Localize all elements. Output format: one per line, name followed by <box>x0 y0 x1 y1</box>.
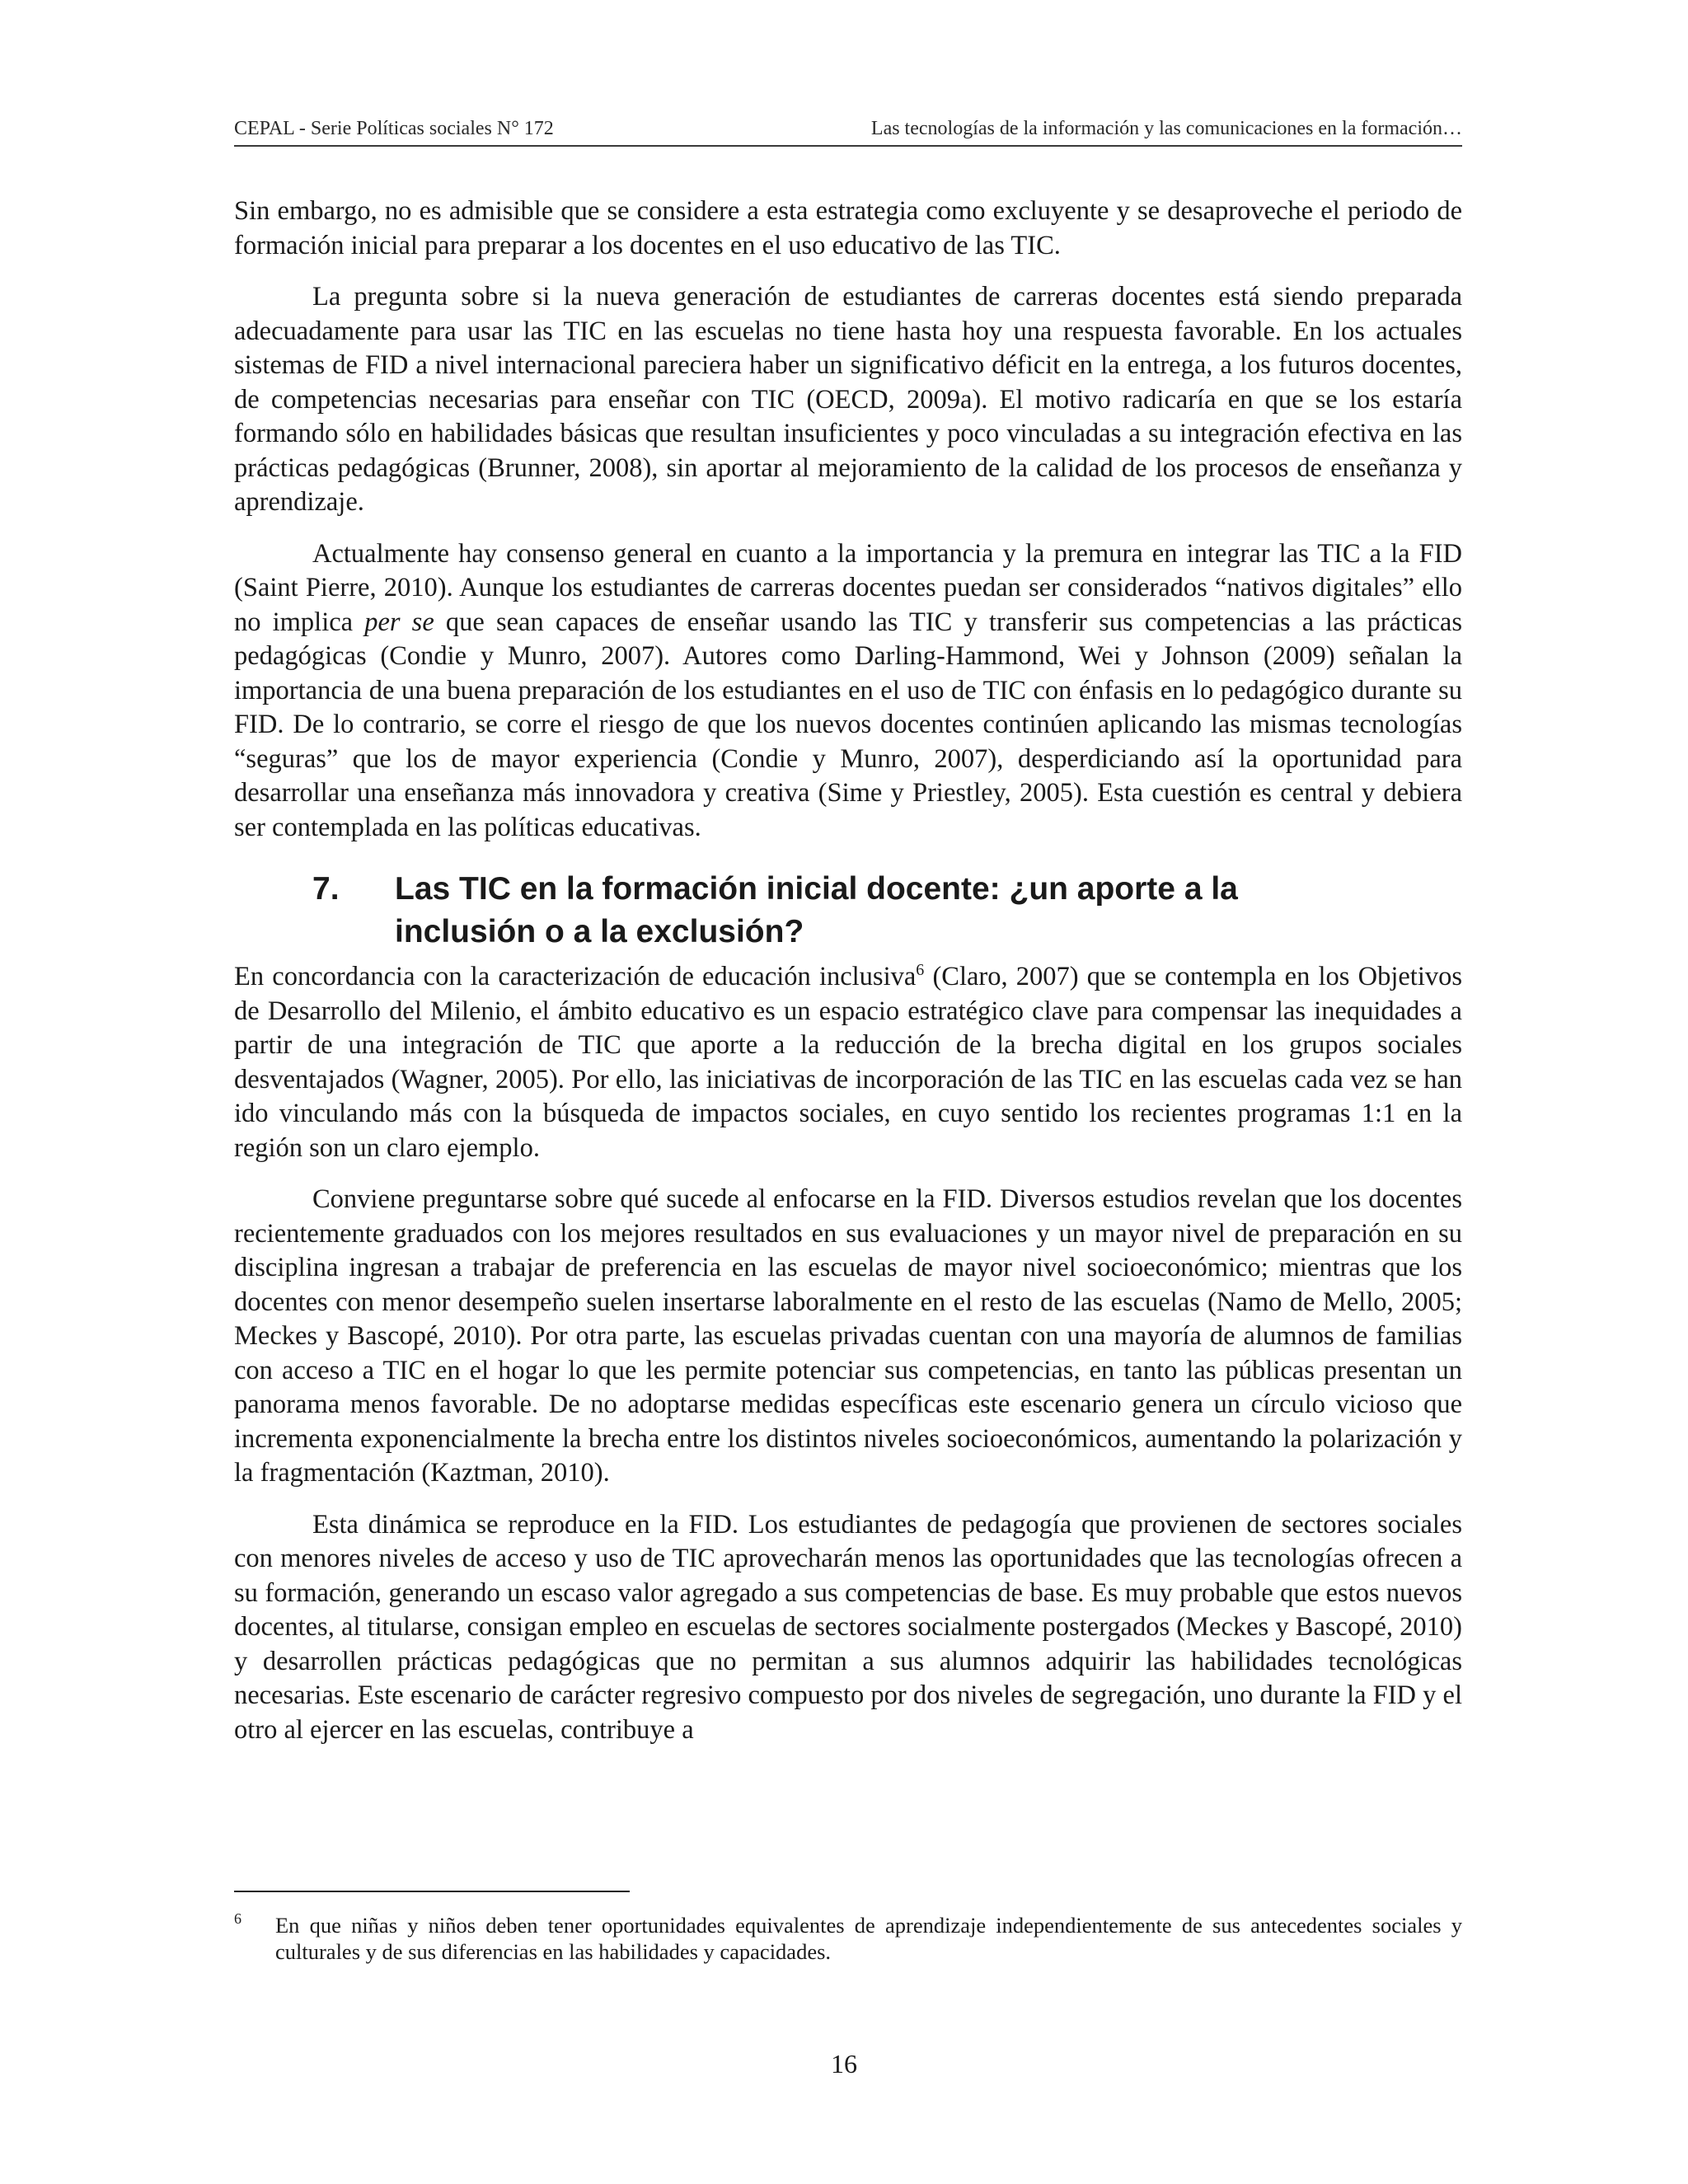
footnote-reference[interactable]: 6 <box>916 961 925 980</box>
header-document-title: Las tecnologías de la información y las comunicaciones en la formación… <box>870 118 1462 139</box>
paragraph-4-part-a: En concordancia con la caracterización de educación inclusiva <box>234 962 917 991</box>
header-rule <box>234 145 1462 147</box>
paragraph-3-italic: per se <box>364 607 434 637</box>
paragraph-4 <box>234 960 1462 1165</box>
paragraph-5: Conviene preguntarse sobre qué sucede al enfocarse en la FID. Diversos estudios revelan que los docentes recientemente graduados con los mejores resultados en sus evaluaciones y un mayor nivel de preparación en su disciplina ingresan a trabajar de preferencia en las escuelas de mayor nivel socioeconómico; mientras que los docentes con menor desempeño suelen insertarse laboralmente en el resto de las escuelas (Namo de Mello, 2005; Meckes y Bascopé, 2010). Por otra parte, las escuelas privadas cuentan con una mayoría de alumnos de familias con acceso a TIC en el hogar lo que les permite potenciar sus competencias, en tanto las públicas presentan un panorama menos favorable. De no adoptarse medidas específicas este escenario genera un círculo vicioso que incrementa exponencialmente la brecha entre los distintos niveles socioeconómicos, aumentando la polarización y la fragmentación (Kaztman, 2010). <box>234 1184 1462 1488</box>
paragraph-3 <box>234 537 1462 846</box>
paragraph-3-part-b: que sean capaces de enseñar usando las TIC y transferir sus competencias a las prácticas pedagógicas (Condie y Munro, 2007). Autores como Darling-Hammond, Wei y Johnson (2009) señalan la importancia de una buena preparación de los estudiantes en el uso de TIC con énfasis en lo pedagógico durante su FID. De lo contrario, se corre el riesgo de que los nuevos docentes continúen aplicando las mismas tecnologías “seguras” que los de mayor experiencia (Condie y Munro, 2007), desperdiciando así la oportunidad para desarrollar una enseñanza más innovadora y creativa (Sime y Priestley, 2005). Esta cuestión es central y debiera ser contemplada en las políticas educativas. <box>234 607 1462 842</box>
footnote-mark: 6 <box>234 1910 241 1927</box>
footnote <box>234 1912 1462 1965</box>
section-heading <box>234 868 1462 954</box>
paragraph-3-part-a: Actualmente hay consenso general en cuanto a la importancia y la premura en integrar las TIC a la FID (Saint Pierre, 2010). Aunque los estudiantes de carreras docentes puedan ser considerados “nativos digitales” ello no implica <box>234 538 1462 637</box>
paragraph-2: La pregunta sobre si la nueva generación de estudiantes de carreras docentes está siendo preparada adecuadamente para usar las TIC en las escuelas no tiene hasta hoy una respuesta favorable. En los actuales sistemas de FID a nivel internacional pareciera haber un significativo déficit en la entrega, a los futuros docentes, de competencias necesarias para enseñar con TIC (OECD, 2009a). El motivo radicaría en que se los estaría formando sólo en habilidades básicas que resultan insuficientes y poco vinculadas a su integración efectiva en las prácticas pedagógicas (Brunner, 2008), sin aportar al mejoramiento de la calidad de los procesos de enseñanza y aprendizaje. <box>234 282 1462 517</box>
body-text <box>234 194 1462 1765</box>
paragraph-4-part-b: (Claro, 2007) que se contempla en los Objetivos de Desarrollo del Milenio, el ámbito educativo es un espacio estratégico clave para compensar las inequidades a partir de una integración de TIC que aporte a la reducción de la brecha digital en los grupos sociales desventajados (Wagner, 2005). Por ello, las iniciativas de incorporación de las TIC en las escuelas cada vez se han ido vinculando más con la búsqueda de impactos sociales, en cuyo sentido los recientes programas 1:1 en la región son un claro ejemplo. <box>234 962 1462 1163</box>
paragraph-6: Esta dinámica se reproduce en la FID. Los estudiantes de pedagogía que provienen de sectores sociales con menores niveles de acceso y uso de TIC aprovecharán menos las oportunidades que las tecnologías ofrecen a su formación, generando un escaso valor agregado a sus competencias de base. Es muy probable que estos nuevos docentes, al titularse, consigan empleo en escuelas de sectores socialmente postergados (Meckes y Bascopé, 2010) y desarrollen prácticas pedagógicas que no permitan a sus alumnos adquirir las habilidades tecnológicas necesarias. Este escenario de carácter regresivo compuesto por dos niveles de segregación, uno durante la FID y el otro al ejercer en las escuelas, contribuye a <box>234 1509 1462 1745</box>
footnote-rule <box>234 1891 630 1892</box>
section-title: Las TIC en la formación inicial docente: ¿un aporte a la inclusión o a la exclusión? <box>395 871 1238 949</box>
section-number: 7. <box>312 871 340 907</box>
running-header <box>234 115 1462 148</box>
paragraph-1: Sin embargo, no es admisible que se considere a esta estrategia como excluyente y se desaproveche el periodo de formación inicial para preparar a los docentes en el uso educativo de las TIC. <box>234 196 1462 260</box>
page-number: 16 <box>831 2049 857 2079</box>
footnote-text: En que niñas y niños deben tener oportunidades equivalentes de aprendizaje independientemente de sus antecedentes sociales y culturales y de sus diferencias en las habilidades y capacidades. <box>275 1913 1462 1964</box>
header-series-title: CEPAL - Serie Políticas sociales N° 172 <box>234 118 554 139</box>
